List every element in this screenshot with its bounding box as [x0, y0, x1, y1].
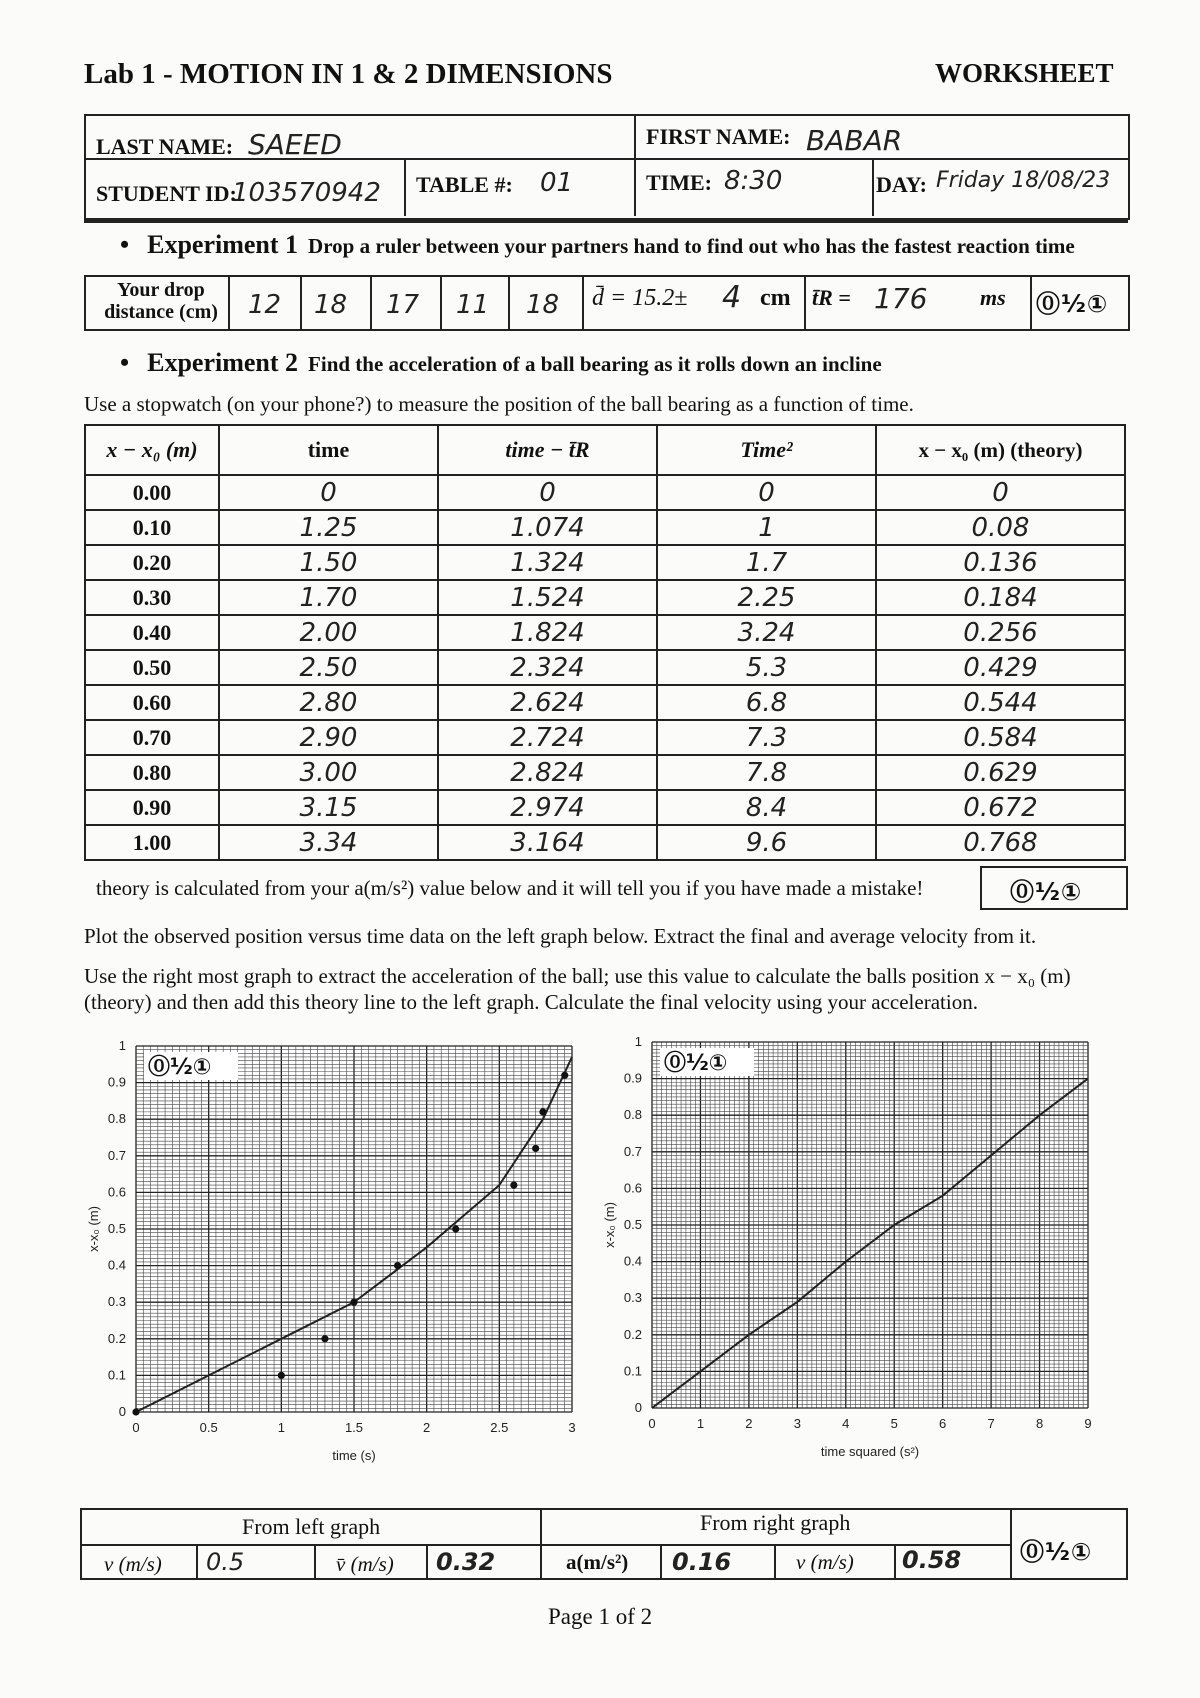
- student-id-value[interactable]: 103570942: [232, 178, 381, 208]
- col-header-x: x − x₀ (m): [85, 425, 219, 475]
- cell-theory[interactable]: 0.544: [876, 685, 1125, 720]
- position-time-table: [84, 424, 1126, 861]
- y-tick-label: 0.1: [107, 1367, 126, 1383]
- y-tick-label: 0.8: [623, 1107, 642, 1123]
- page-number: Page 1 of 2: [548, 1604, 653, 1629]
- drop-2[interactable]: 18: [314, 290, 348, 320]
- results-score: ⓪½①: [1020, 1538, 1093, 1566]
- x-tick-label: 5: [890, 1416, 898, 1431]
- cell-time[interactable]: 1.25: [219, 510, 438, 545]
- average-velocity-label: v̄ (m/s): [336, 1552, 394, 1576]
- table-row: [85, 580, 1125, 615]
- data-point: [532, 1145, 539, 1152]
- cell-time-minus-tr[interactable]: 2.974: [438, 790, 657, 825]
- time-label: TIME:: [646, 170, 712, 195]
- cell-position: 0.10: [85, 510, 219, 545]
- drop-4[interactable]: 11: [456, 290, 490, 320]
- final-velocity-label: v (m/s): [104, 1552, 162, 1576]
- cell-time-minus-tr[interactable]: 2.324: [438, 650, 657, 685]
- cell-position: 0.90: [85, 790, 219, 825]
- cell-time[interactable]: 3.15: [219, 790, 438, 825]
- drop-distance-label: Your drop distance (cm): [104, 279, 218, 323]
- worksheet-label: WORKSHEET: [935, 58, 1114, 88]
- data-point: [278, 1372, 285, 1379]
- instruction-line-1: Plot the observed position versus time data on the left graph below. Extract the final and average velocity from it.: [84, 924, 1037, 948]
- cell-time-squared[interactable]: 3.24: [657, 615, 876, 650]
- instruction-line-2: Use the right most graph to extract the acceleration of the ball; use this value to calculate the balls position x − x₀ (m): [84, 964, 1071, 988]
- x-tick-label: 2.5: [490, 1420, 509, 1435]
- mean-drop-unit: cm: [760, 285, 791, 311]
- cell-time-squared[interactable]: 1.7: [657, 545, 876, 580]
- table-row: [85, 510, 1125, 545]
- data-point: [539, 1108, 546, 1115]
- x-tick-label: 1: [277, 1420, 285, 1435]
- reaction-time-label: t̄R =: [812, 285, 851, 310]
- data-point: [452, 1225, 459, 1232]
- chart-score: ⓪½①: [664, 1051, 728, 1076]
- cell-time[interactable]: 0: [219, 475, 438, 510]
- x-tick-label: 3: [568, 1420, 576, 1435]
- cell-time[interactable]: 1.50: [219, 545, 438, 580]
- cell-time-squared[interactable]: 7.8: [657, 755, 876, 790]
- cell-time[interactable]: 3.00: [219, 755, 438, 790]
- y-tick-label: 0.4: [623, 1253, 642, 1269]
- table-row: [85, 825, 1125, 860]
- data-point: [321, 1335, 328, 1342]
- exp2-desc: Find the acceleration of a ball bearing as it rolls down an incline: [308, 352, 882, 376]
- x-tick-label: 0: [648, 1416, 656, 1431]
- day-value[interactable]: Friday 18/08/23: [936, 168, 1111, 193]
- cell-time-minus-tr[interactable]: 2.724: [438, 720, 657, 755]
- x-tick-label: 3: [793, 1416, 801, 1431]
- table-row: [85, 790, 1125, 825]
- cell-time[interactable]: 1.70: [219, 580, 438, 615]
- reaction-time-value[interactable]: 176: [874, 282, 928, 315]
- cell-theory[interactable]: 0.768: [876, 825, 1125, 860]
- x-tick-label: 0: [132, 1420, 140, 1435]
- drop-5[interactable]: 18: [526, 290, 560, 320]
- cell-time-minus-tr[interactable]: 1.074: [438, 510, 657, 545]
- y-tick-label: 0.7: [107, 1147, 126, 1163]
- cell-theory[interactable]: 0.08: [876, 510, 1125, 545]
- y-tick-label: 0.5: [623, 1217, 642, 1232]
- y-tick-label: 0: [634, 1400, 642, 1415]
- acceleration-label: a(m/s²): [566, 1550, 629, 1574]
- calc-velocity-value[interactable]: 0.58: [902, 1546, 962, 1574]
- first-name-label: FIRST NAME:: [646, 124, 791, 149]
- y-tick-label: 0.9: [107, 1074, 126, 1090]
- table-row: [85, 545, 1125, 580]
- mean-drop-uncertainty[interactable]: 4: [722, 280, 742, 315]
- cell-time-minus-tr[interactable]: 1.324: [438, 545, 657, 580]
- table-row: [85, 475, 1125, 510]
- day-label: DAY:: [876, 172, 927, 197]
- y-tick-label: 1: [118, 1038, 126, 1053]
- x-axis-label: time (s): [332, 1448, 376, 1463]
- final-velocity-value[interactable]: 0.5: [206, 1548, 245, 1576]
- last-name-label: LAST NAME:: [96, 134, 234, 159]
- cell-position: 0.30: [85, 580, 219, 615]
- cell-time-minus-tr[interactable]: 3.164: [438, 825, 657, 860]
- y-tick-label: 0.8: [107, 1111, 126, 1127]
- data-point: [350, 1299, 357, 1306]
- first-name-value[interactable]: BABAR: [806, 124, 903, 157]
- cell-time-squared[interactable]: 6.8: [657, 685, 876, 720]
- data-point: [132, 1408, 139, 1415]
- y-axis-label: x-x₀ (m): [602, 1202, 617, 1248]
- position-vs-time-chart: [84, 1028, 604, 1488]
- left-graph-header: From left graph: [242, 1514, 381, 1539]
- col-header-time: time: [219, 425, 438, 475]
- x-tick-label: 7: [987, 1416, 995, 1431]
- chart-score: ⓪½①: [148, 1055, 212, 1080]
- x-tick-label: 1.5: [344, 1420, 364, 1435]
- cell-position: 0.80: [85, 755, 219, 790]
- x-tick-label: 6: [939, 1416, 947, 1431]
- x-tick-label: 9: [1084, 1416, 1092, 1431]
- drop-1[interactable]: 12: [248, 290, 282, 320]
- y-tick-label: 0.1: [623, 1363, 642, 1379]
- acceleration-value[interactable]: 0.16: [672, 1548, 732, 1576]
- calc-velocity-label: v (m/s): [796, 1550, 854, 1574]
- y-tick-label: 0.4: [107, 1257, 126, 1273]
- cell-time[interactable]: 2.50: [219, 650, 438, 685]
- y-tick-label: 0: [118, 1404, 126, 1419]
- x-tick-label: 0.5: [199, 1420, 218, 1435]
- instruction-line-3: (theory) and then add this theory line to the left graph. Calculate the final velocity using your acceleration.: [84, 990, 978, 1014]
- cell-theory[interactable]: 0.672: [876, 790, 1125, 825]
- cell-time-minus-tr[interactable]: 1.824: [438, 615, 657, 650]
- cell-time[interactable]: 2.80: [219, 685, 438, 720]
- exp2-instruction: Use a stopwatch (on your phone?) to measure the position of the ball bearing as a function of time.: [84, 392, 914, 416]
- cell-theory[interactable]: 0.584: [876, 720, 1125, 755]
- mean-drop-label: d̄ = 15.2±: [592, 285, 688, 311]
- cell-time-minus-tr[interactable]: 0: [438, 475, 657, 510]
- x-tick-label: 1: [696, 1416, 705, 1431]
- cell-time-squared[interactable]: 5.3: [657, 650, 876, 685]
- table-value[interactable]: 01: [540, 168, 574, 198]
- col-header-time-minus-tr: time − t̄R: [438, 425, 657, 475]
- cell-theory[interactable]: 0.184: [876, 580, 1125, 615]
- cell-theory[interactable]: 0.629: [876, 755, 1125, 790]
- theory-note: theory is calculated from your a(m/s²) value below and it will tell you if you have made a mistake!: [96, 876, 924, 900]
- data-point: [561, 1072, 568, 1079]
- cell-theory[interactable]: 0: [876, 475, 1125, 510]
- position-vs-time-squared-chart: [600, 1024, 1120, 1484]
- cell-theory[interactable]: 0.256: [876, 615, 1125, 650]
- cell-time-squared[interactable]: 0: [657, 475, 876, 510]
- x-tick-label: 2: [745, 1416, 753, 1431]
- y-tick-label: 0.7: [623, 1143, 642, 1159]
- exp2-title: Experiment 2: [147, 348, 299, 377]
- cell-position: 0.40: [85, 615, 219, 650]
- cell-time-minus-tr[interactable]: 1.524: [438, 580, 657, 615]
- col-header-time-squared: Time²: [657, 425, 876, 475]
- x-tick-label: 4: [842, 1416, 850, 1431]
- last-name-value[interactable]: SAEED: [248, 128, 342, 161]
- y-tick-label: 0.2: [623, 1326, 642, 1342]
- y-tick-label: 0.5: [107, 1221, 126, 1236]
- cell-time[interactable]: 2.90: [219, 720, 438, 755]
- cell-time[interactable]: 3.34: [219, 825, 438, 860]
- y-tick-label: 1: [634, 1034, 642, 1049]
- y-axis-label: x-x₀ (m): [86, 1206, 101, 1252]
- table-row: [85, 685, 1125, 720]
- y-tick-label: 0.3: [623, 1290, 642, 1306]
- bullet: •: [120, 230, 130, 259]
- cell-position: 0.60: [85, 685, 219, 720]
- drop-3[interactable]: 17: [386, 290, 420, 320]
- cell-position: 0.20: [85, 545, 219, 580]
- cell-theory[interactable]: 0.136: [876, 545, 1125, 580]
- cell-theory[interactable]: 0.429: [876, 650, 1125, 685]
- y-tick-label: 0.3: [107, 1294, 126, 1310]
- table-row: [85, 720, 1125, 755]
- right-graph-header: From right graph: [700, 1510, 851, 1535]
- student-id-label: STUDENT ID:: [96, 181, 237, 206]
- exp1-title: Experiment 1: [147, 230, 299, 259]
- cell-position: 0.70: [85, 720, 219, 755]
- exp1-score: ⓪½①: [1036, 290, 1109, 318]
- exp2-score: ⓪½①: [1010, 878, 1083, 906]
- cell-time-squared[interactable]: 8.4: [657, 790, 876, 825]
- cell-time-squared[interactable]: 9.6: [657, 825, 876, 860]
- cell-time-squared[interactable]: 1: [657, 510, 876, 545]
- cell-time-minus-tr[interactable]: 2.824: [438, 755, 657, 790]
- y-tick-label: 0.2: [107, 1330, 126, 1346]
- col-header-theory: x − x₀ (m) (theory): [876, 425, 1125, 475]
- cell-time-squared[interactable]: 7.3: [657, 720, 876, 755]
- time-value[interactable]: 8:30: [724, 166, 783, 196]
- cell-time-squared[interactable]: 2.25: [657, 580, 876, 615]
- data-point: [510, 1181, 517, 1188]
- cell-time-minus-tr[interactable]: 2.624: [438, 685, 657, 720]
- table-row: [85, 650, 1125, 685]
- exp1-heading: [120, 230, 1075, 260]
- data-point: [394, 1262, 401, 1269]
- table-row: [85, 615, 1125, 650]
- average-velocity-value[interactable]: 0.32: [436, 1548, 496, 1576]
- reaction-time-unit: ms: [980, 285, 1006, 310]
- y-tick-label: 0.6: [623, 1180, 642, 1196]
- exp1-desc: Drop a ruler between your partners hand to find out who has the fastest reaction time: [308, 234, 1075, 258]
- cell-position: 0.50: [85, 650, 219, 685]
- x-tick-label: 8: [1035, 1416, 1044, 1431]
- lab-title: Lab 1 - MOTION IN 1 & 2 DIMENSIONS: [84, 58, 613, 90]
- bullet: •: [120, 348, 130, 377]
- cell-position: 1.00: [85, 825, 219, 860]
- x-tick-label: 2: [423, 1420, 431, 1435]
- cell-position: 0.00: [85, 475, 219, 510]
- x-axis-label: time squared (s²): [820, 1444, 920, 1459]
- cell-time[interactable]: 2.00: [219, 615, 438, 650]
- table-label: TABLE #:: [416, 172, 513, 197]
- y-tick-label: 0.6: [107, 1184, 126, 1200]
- y-tick-label: 0.9: [623, 1070, 642, 1086]
- table-row: [85, 755, 1125, 790]
- exp2-heading: [120, 348, 882, 378]
